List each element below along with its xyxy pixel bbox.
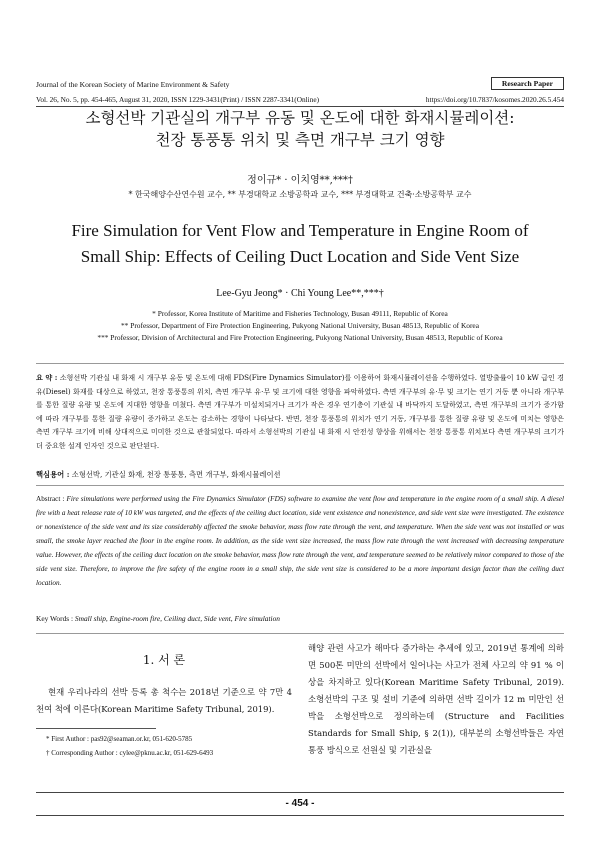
korean-abstract-label: 요 약 : [36, 373, 58, 382]
korean-abstract [36, 371, 564, 453]
abstract-divider [36, 485, 564, 486]
journal-name: Journal of the Korean Society of Marine Environment & Safety [36, 80, 230, 89]
volume-info: Vol. 26, No. 5, pp. 454-465, August 31, 2020, ISSN 1229-3431(Print) / ISSN 2287-3341(Online) [36, 95, 320, 104]
english-authors: Lee-Gyu Jeong* · Chi Young Lee**,***† [216, 288, 384, 299]
abstract-bottom-rule [36, 633, 564, 634]
english-affiliation-1: * Professor, Korea Institute of Maritime and Fisheries Technology, Busan 49111, Republic of Korea [152, 309, 448, 318]
section-heading: 1. 서 론 [142, 653, 186, 667]
footer-rule-bottom [36, 815, 564, 816]
english-affiliation-2: ** Professor, Department of Fire Protection Engineering, Pukyong National University, Busan 48513, Republic of Korea [120, 321, 479, 330]
english-keywords-label: Key Words : [36, 614, 74, 623]
doi-link[interactable]: https://doi.org/10.7837/kosomes.2020.26.5.454 [425, 95, 564, 104]
korean-authors: 정이규* · 이치영**,***† [247, 175, 353, 186]
english-abstract-label: Abstract : [36, 495, 65, 503]
korean-keywords-text: 소형선박, 기관실 화재, 천장 통풍통, 측면 개구부, 화재시뮬레이션 [71, 470, 281, 479]
right-column-paragraph: 해양 관련 사고가 해마다 증가하는 추세에 있고, 2019년 통계에 의하면 500톤 미만의 선박에서 일어나는 사고가 전체 사고의 약 91 % 이상을 차지하고 있다(Korean Maritime Safety Tribunal, 2019). 소형선박의 구조 및 설비 기준에 의하면 선박 길이가 12 m 미만인 선박을 소형선박으로 정의하는데 (Structure and Facilities Standards for Small Ship, § 2(1)), 대부분의 소형선박들은 자연 통풍 방식으로 선원실 및 기관실을 [308, 643, 564, 755]
english-affiliation-3: *** Professor, Division of Architectural and Fire Protection Engineering, Pukyong National University, Busan 48513, Republic of Korea [97, 333, 503, 342]
english-keywords-text: Small ship, Engine-room fire, Ceiling duct, Side vent, Fire simulation [74, 614, 280, 623]
footer-rule-top [36, 792, 564, 793]
page-number: - 454 - [285, 798, 315, 809]
english-abstract [36, 492, 564, 590]
korean-affiliations: * 한국해양수산연수원 교수, ** 부경대학교 소방공학과 교수, *** 부경대학교 건축·소방공학부 교수 [128, 190, 472, 199]
abstract-top-rule [36, 363, 564, 364]
footnote-first-author: * First Author : pas92@seaman.or.kr, 051-620-5785 [46, 735, 193, 743]
footnote-corresponding-author: † Corresponding Author : cylee@pknu.ac.kr, 051-629-6493 [46, 749, 214, 757]
english-title-line2: Small Ship: Effects of Ceiling Duct Location and Side Vent Size [80, 247, 520, 266]
left-column-paragraph: 현재 우리나라의 선박 등록 총 척수는 2018년 기준으로 약 7만 4천여 척에 이른다(Korean Maritime Safety Tribunal, 2019). [36, 687, 292, 714]
english-abstract-text: Fire simulations were performed using the Fire Dynamics Simulator (FDS) software to examine the vent flow and temperature in the engine room of a small ship. A diesel fire with a heat release rate of 10 kW was targeted, and the effects of the ceiling duct location, side vent existence and nonexistence, and side vent size were investigated. The existence or nonexistence of the side vent and its size considerably affected the smoke behavior, mass flow rate through the vent, and temperature. When the side vent was not installed or was small, the smoke layer reached the floor in the engine room. In addition, as the side vent size increased, the mass flow rate through the vent increased with decreasing temperature value. However, the effects of the ceiling duct location on the smoke behavior, mass flow rate through the vent, and temperature seemed to be relatively minor compared to those of the side vent size. Therefore, to improve the fire safety of the engine room in a small ship, the side vent size is considered to be a more important design factor than the ceiling duct location. [36, 495, 564, 587]
korean-title-line1: 소형선박 기관실의 개구부 유동 및 온도에 대한 화재시뮬레이션: [85, 109, 515, 127]
english-keywords [36, 614, 280, 623]
korean-abstract-text: 소형선박 기관실 내 화재 시 개구부 유동 및 온도에 대해 FDS(Fire Dynamics Simulator)를 이용하여 화재시뮬레이션을 수행하였다. 열방출률이 10 kW 급인 경유(Diesel) 화재를 대상으로 하였고, 천장 통풍통의 위치, 측면 개구부 유·무 및 크기에 대한 영향을 파악하였다. 측면 개구부의 유·무 및 크기는 연기 거동 뿐 아니라 개구부를 통한 질량 유량 및 온도에 지대한 영향을 미쳤다. 측면 개구부가 미설치되거나 크기가 작은 경우 연기층이 기관실 내 바닥까지 도달하였고, 측면 개구부의 크기가 증가함에 따라 개구부를 통한 질량 유량이 증가하고 온도는 감소하는 경향이 나타났다. 반면, 천장 통풍통의 위치가 연기 거동, 개구부를 통한 질량 유량 및 온도에 미치는 영향은 측면 개구부 크기에 비해 상대적으로 미미한 것으로 관찰되었다. 따라서 소형선박의 기관실 내 화재 시 안전성 향상을 위해서는 천장 통풍통 위치보다 측면 개구부의 크기가 더 중요한 설계 인자인 것으로 판단된다. [36, 373, 564, 450]
korean-keywords-label: 핵심용어 : [36, 470, 70, 479]
research-paper-badge: Research Paper [491, 77, 564, 90]
footnote-rule [36, 728, 156, 729]
english-title-line1: Fire Simulation for Vent Flow and Temperature in Engine Room of [71, 221, 529, 240]
korean-keywords [36, 470, 281, 480]
korean-title-line2: 천장 통풍통 위치 및 측면 개구부 크기 영향 [155, 131, 445, 149]
